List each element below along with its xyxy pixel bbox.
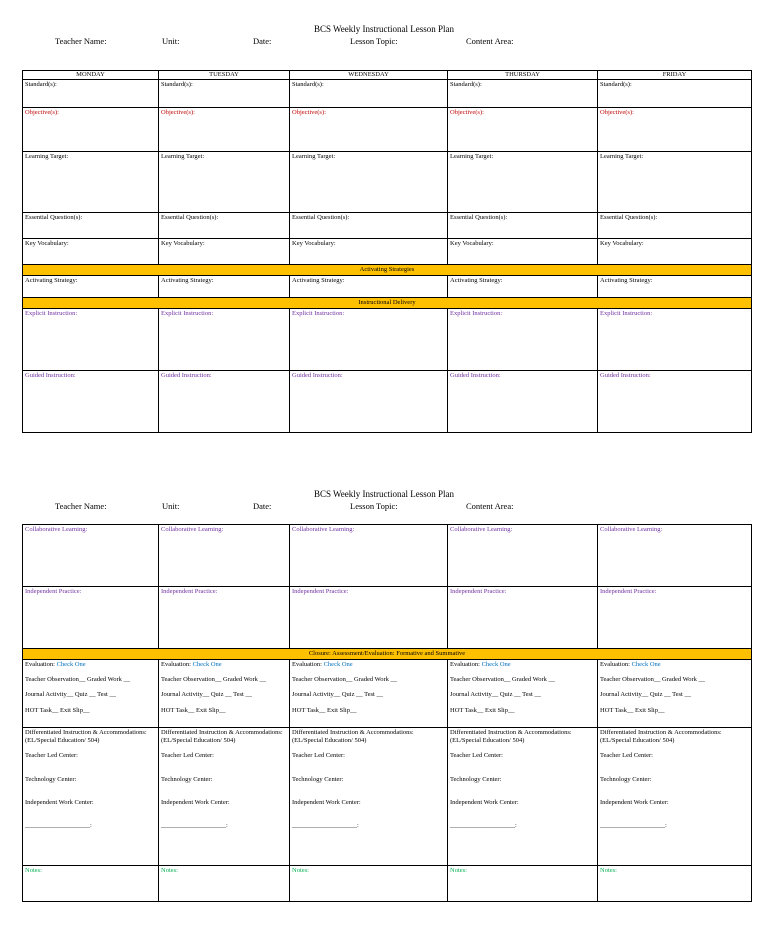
explicit-instruction-cell[interactable] — [159, 309, 290, 371]
key-vocabulary-label: Key Vocabulary: — [450, 240, 494, 248]
evaluation-label: Evaluation: — [161, 661, 191, 669]
check-one-label: Check One — [56, 661, 86, 669]
unit-label: Unit: — [162, 36, 180, 46]
learning-target-cell[interactable] — [448, 152, 598, 213]
standards-label: Standard(s): — [161, 81, 193, 89]
teacher-name-label: Teacher Name: — [55, 36, 107, 46]
activating-strategies-band: Activating Strategies — [23, 265, 752, 276]
journal-activity-option[interactable]: Journal Activity__ Quiz __ Test __ — [161, 691, 252, 699]
differentiated-label: Differentiated Instruction & Accommodations: (EL/Special Education/ 504) — [161, 729, 283, 745]
learning-target-label: Learning Target: — [25, 153, 69, 161]
differentiated-instruction-cell[interactable] — [290, 728, 448, 866]
independent-practice-cell[interactable] — [290, 587, 448, 649]
guided-instruction-cell[interactable] — [290, 371, 448, 433]
key-vocabulary-cell[interactable] — [448, 239, 598, 265]
activating-strategy-cell[interactable] — [23, 276, 159, 298]
objectives-cell[interactable] — [159, 108, 290, 152]
differentiated-label: Differentiated Instruction & Accommodations: (EL/Special Education/ 504) — [600, 729, 722, 745]
key-vocabulary-label: Key Vocabulary: — [25, 240, 69, 248]
explicit-instruction-cell[interactable] — [23, 309, 159, 371]
learning-target-cell[interactable] — [159, 152, 290, 213]
journal-activity-option[interactable]: Journal Activity__ Quiz __ Test __ — [450, 691, 541, 699]
lesson-topic-label: Lesson Topic: — [350, 36, 398, 46]
collaborative-learning-cell[interactable] — [290, 525, 448, 587]
check-one-label: Check One — [481, 661, 511, 669]
objectives-cell[interactable] — [290, 108, 448, 152]
independent-practice-label: Independent Practice: — [600, 588, 657, 595]
evaluation-cell[interactable] — [23, 660, 159, 728]
learning-target-cell[interactable] — [290, 152, 448, 213]
learning-target-label: Learning Target: — [600, 153, 644, 161]
essential-questions-label: Essential Question(s): — [450, 214, 508, 222]
guided-instruction-cell[interactable] — [448, 371, 598, 433]
technology-center-label: Technology Center: — [450, 775, 502, 783]
activating-strategy-cell[interactable] — [598, 276, 752, 298]
teacher-observation-option[interactable]: Teacher Observation__ Graded Work __ — [600, 676, 706, 684]
objectives-label: Objective(s): — [450, 109, 484, 117]
closure-band: Closure: Assessment/Evaluation: Formative and Summative — [23, 649, 752, 660]
independent-practice-label: Independent Practice: — [450, 588, 507, 595]
journal-activity-option[interactable]: Journal Activity__ Quiz __ Test __ — [292, 691, 383, 699]
collaborative-learning-label: Collaborative Learning: — [25, 526, 88, 533]
essential-questions-label: Essential Question(s): — [600, 214, 658, 222]
differentiated-label: Differentiated Instruction & Accommodations: (EL/Special Education/ 504) — [292, 729, 414, 745]
activating-strategy-label: Activating Strategy: — [450, 277, 503, 285]
independent-work-center-label: Independent Work Center: — [600, 798, 669, 806]
check-one-label: Check One — [631, 661, 661, 669]
teacher-led-center-label: Teacher Led Center: — [450, 752, 503, 760]
standards-cell[interactable] — [290, 80, 448, 108]
essential-questions-cell[interactable] — [448, 213, 598, 239]
activating-strategy-cell[interactable] — [448, 276, 598, 298]
activating-strategy-cell[interactable] — [159, 276, 290, 298]
collaborative-learning-cell[interactable] — [598, 525, 752, 587]
standards-cell[interactable] — [448, 80, 598, 108]
essential-questions-cell[interactable] — [290, 213, 448, 239]
learning-target-label: Learning Target: — [292, 153, 336, 161]
teacher-name-label: Teacher Name: — [55, 501, 107, 511]
collaborative-learning-label: Collaborative Learning: — [450, 526, 513, 533]
explicit-instruction-cell[interactable] — [448, 309, 598, 371]
blank-center-line[interactable]: ____________________: — [450, 821, 517, 829]
objectives-cell[interactable] — [598, 108, 752, 152]
activating-strategy-label: Activating Strategy: — [161, 277, 214, 285]
collaborative-learning-label: Collaborative Learning: — [161, 526, 224, 533]
key-vocabulary-label: Key Vocabulary: — [292, 240, 336, 248]
independent-practice-label: Independent Practice: — [292, 588, 349, 595]
day-header-wednesday: WEDNESDAY — [290, 71, 448, 80]
essential-questions-cell[interactable] — [23, 213, 159, 239]
objectives-label: Objective(s): — [161, 109, 195, 117]
date-label: Date: — [253, 501, 272, 511]
page-2-title: BCS Weekly Instructional Lesson Plan — [313, 489, 455, 499]
collaborative-learning-cell[interactable] — [159, 525, 290, 587]
guided-instruction-label: Guided Instruction: — [600, 372, 651, 380]
independent-practice-cell[interactable] — [23, 587, 159, 649]
learning-target-cell[interactable] — [598, 152, 752, 213]
differentiated-instruction-cell[interactable] — [448, 728, 598, 866]
guided-instruction-label: Guided Instruction: — [161, 372, 212, 380]
notes-cell[interactable] — [23, 866, 159, 902]
evaluation-cell[interactable] — [159, 660, 290, 728]
notes-label: Notes: — [161, 867, 178, 875]
independent-work-center-label: Independent Work Center: — [450, 798, 519, 806]
objectives-cell[interactable] — [448, 108, 598, 152]
notes-cell[interactable] — [448, 866, 598, 902]
content-area-label: Content Area: — [466, 36, 514, 46]
day-header-friday: FRIDAY — [598, 71, 752, 80]
hot-task-option[interactable]: HOT Task__ Exit Slip__ — [25, 706, 90, 714]
lesson-plan-table-page-1 — [22, 70, 752, 433]
journal-activity-option[interactable]: Journal Activity__ Quiz __ Test __ — [25, 691, 116, 699]
evaluation-cell[interactable] — [598, 660, 752, 728]
essential-questions-label: Essential Question(s): — [161, 214, 219, 222]
key-vocabulary-cell[interactable] — [23, 239, 159, 265]
collaborative-learning-cell[interactable] — [23, 525, 159, 587]
key-vocabulary-cell[interactable] — [159, 239, 290, 265]
hot-task-option[interactable]: HOT Task__ Exit Slip__ — [161, 706, 226, 714]
independent-practice-label: Independent Practice: — [161, 588, 218, 595]
page-1-title: BCS Weekly Instructional Lesson Plan — [313, 24, 455, 34]
teacher-led-center-label: Teacher Led Center: — [292, 752, 345, 760]
differentiated-instruction-cell[interactable] — [598, 728, 752, 866]
independent-practice-cell[interactable] — [598, 587, 752, 649]
blank-center-line[interactable]: ____________________: — [161, 821, 228, 829]
evaluation-cell[interactable] — [290, 660, 448, 728]
check-one-label: Check One — [192, 661, 222, 669]
teacher-observation-option[interactable]: Teacher Observation__ Graded Work __ — [450, 676, 556, 684]
guided-instruction-label: Guided Instruction: — [292, 372, 343, 380]
notes-label: Notes: — [25, 867, 42, 875]
technology-center-label: Technology Center: — [600, 775, 652, 783]
independent-practice-cell[interactable] — [159, 587, 290, 649]
collaborative-learning-label: Collaborative Learning: — [600, 526, 663, 533]
key-vocabulary-cell[interactable] — [598, 239, 752, 265]
differentiated-label: Differentiated Instruction & Accommodations: (EL/Special Education/ 504) — [450, 729, 572, 745]
essential-questions-cell[interactable] — [159, 213, 290, 239]
standards-label: Standard(s): — [450, 81, 482, 89]
standards-cell[interactable] — [23, 80, 159, 108]
technology-center-label: Technology Center: — [25, 775, 77, 783]
notes-label: Notes: — [292, 867, 309, 875]
differentiated-label: Differentiated Instruction & Accommodations: (EL/Special Education/ 504) — [25, 729, 147, 745]
standards-label: Standard(s): — [600, 81, 632, 89]
lesson-plan-table-page-2 — [22, 524, 752, 902]
lesson-topic-label: Lesson Topic: — [350, 501, 398, 511]
notes-label: Notes: — [450, 867, 467, 875]
evaluation-label: Evaluation: — [450, 661, 480, 669]
hot-task-option[interactable]: HOT Task__ Exit Slip__ — [450, 706, 515, 714]
standards-cell[interactable] — [598, 80, 752, 108]
differentiated-instruction-cell[interactable] — [159, 728, 290, 866]
blank-center-line[interactable]: ____________________: — [25, 821, 92, 829]
hot-task-option[interactable]: HOT Task__ Exit Slip__ — [292, 706, 357, 714]
activating-strategy-label: Activating Strategy: — [600, 277, 653, 285]
technology-center-label: Technology Center: — [161, 775, 213, 783]
date-label: Date: — [253, 36, 272, 46]
key-vocabulary-label: Key Vocabulary: — [600, 240, 644, 248]
guided-instruction-label: Guided Instruction: — [25, 372, 76, 380]
teacher-led-center-label: Teacher Led Center: — [161, 752, 214, 760]
unit-label: Unit: — [162, 501, 180, 511]
key-vocabulary-label: Key Vocabulary: — [161, 240, 205, 248]
objectives-label: Objective(s): — [25, 109, 59, 117]
essential-questions-label: Essential Question(s): — [292, 214, 350, 222]
independent-work-center-label: Independent Work Center: — [161, 798, 230, 806]
guided-instruction-cell[interactable] — [23, 371, 159, 433]
notes-cell[interactable] — [159, 866, 290, 902]
essential-questions-label: Essential Question(s): — [25, 214, 83, 222]
day-header-thursday: THURSDAY — [448, 71, 598, 80]
explicit-instruction-cell[interactable] — [290, 309, 448, 371]
activating-strategy-label: Activating Strategy: — [292, 277, 345, 285]
independent-work-center-label: Independent Work Center: — [292, 798, 361, 806]
standards-label: Standard(s): — [25, 81, 57, 89]
activating-strategy-label: Activating Strategy: — [25, 277, 78, 285]
teacher-observation-option[interactable]: Teacher Observation__ Graded Work __ — [25, 676, 131, 684]
explicit-instruction-label: Explicit Instruction: — [161, 310, 214, 318]
standards-label: Standard(s): — [292, 81, 324, 89]
day-header-monday: MONDAY — [23, 71, 159, 80]
content-area-label: Content Area: — [466, 501, 514, 511]
essential-questions-cell[interactable] — [598, 213, 752, 239]
independent-practice-cell[interactable] — [448, 587, 598, 649]
teacher-led-center-label: Teacher Led Center: — [600, 752, 653, 760]
journal-activity-option[interactable]: Journal Activity__ Quiz __ Test __ — [600, 691, 691, 699]
evaluation-label: Evaluation: — [292, 661, 322, 669]
notes-cell[interactable] — [598, 866, 752, 902]
independent-practice-label: Independent Practice: — [25, 588, 82, 595]
standards-cell[interactable] — [159, 80, 290, 108]
explicit-instruction-cell[interactable] — [598, 309, 752, 371]
guided-instruction-cell[interactable] — [598, 371, 752, 433]
explicit-instruction-label: Explicit Instruction: — [25, 310, 78, 318]
technology-center-label: Technology Center: — [292, 775, 344, 783]
learning-target-cell[interactable] — [23, 152, 159, 213]
objectives-cell[interactable] — [23, 108, 159, 152]
check-one-label: Check One — [323, 661, 353, 669]
guided-instruction-cell[interactable] — [159, 371, 290, 433]
explicit-instruction-label: Explicit Instruction: — [450, 310, 503, 318]
guided-instruction-label: Guided Instruction: — [450, 372, 501, 380]
objectives-label: Objective(s): — [292, 109, 326, 117]
explicit-instruction-label: Explicit Instruction: — [600, 310, 653, 318]
notes-cell[interactable] — [290, 866, 448, 902]
collaborative-learning-cell[interactable] — [448, 525, 598, 587]
hot-task-option[interactable]: HOT Task__ Exit Slip__ — [600, 706, 665, 714]
teacher-led-center-label: Teacher Led Center: — [25, 752, 78, 760]
key-vocabulary-cell[interactable] — [290, 239, 448, 265]
collaborative-learning-label: Collaborative Learning: — [292, 526, 355, 533]
objectives-label: Objective(s): — [600, 109, 634, 117]
day-header-tuesday: TUESDAY — [159, 71, 290, 80]
teacher-observation-option[interactable]: Teacher Observation__ Graded Work __ — [292, 676, 398, 684]
teacher-observation-option[interactable]: Teacher Observation__ Graded Work __ — [161, 676, 267, 684]
blank-center-line[interactable]: ____________________: — [292, 821, 359, 829]
evaluation-label: Evaluation: — [25, 661, 55, 669]
notes-label: Notes: — [600, 867, 617, 875]
blank-center-line[interactable]: ____________________: — [600, 821, 667, 829]
differentiated-instruction-cell[interactable] — [23, 728, 159, 866]
learning-target-label: Learning Target: — [161, 153, 205, 161]
independent-work-center-label: Independent Work Center: — [25, 798, 94, 806]
learning-target-label: Learning Target: — [450, 153, 494, 161]
evaluation-cell[interactable] — [448, 660, 598, 728]
evaluation-label: Evaluation: — [600, 661, 630, 669]
instructional-delivery-band: Instructional Delivery — [23, 298, 752, 309]
explicit-instruction-label: Explicit Instruction: — [292, 310, 345, 318]
activating-strategy-cell[interactable] — [290, 276, 448, 298]
